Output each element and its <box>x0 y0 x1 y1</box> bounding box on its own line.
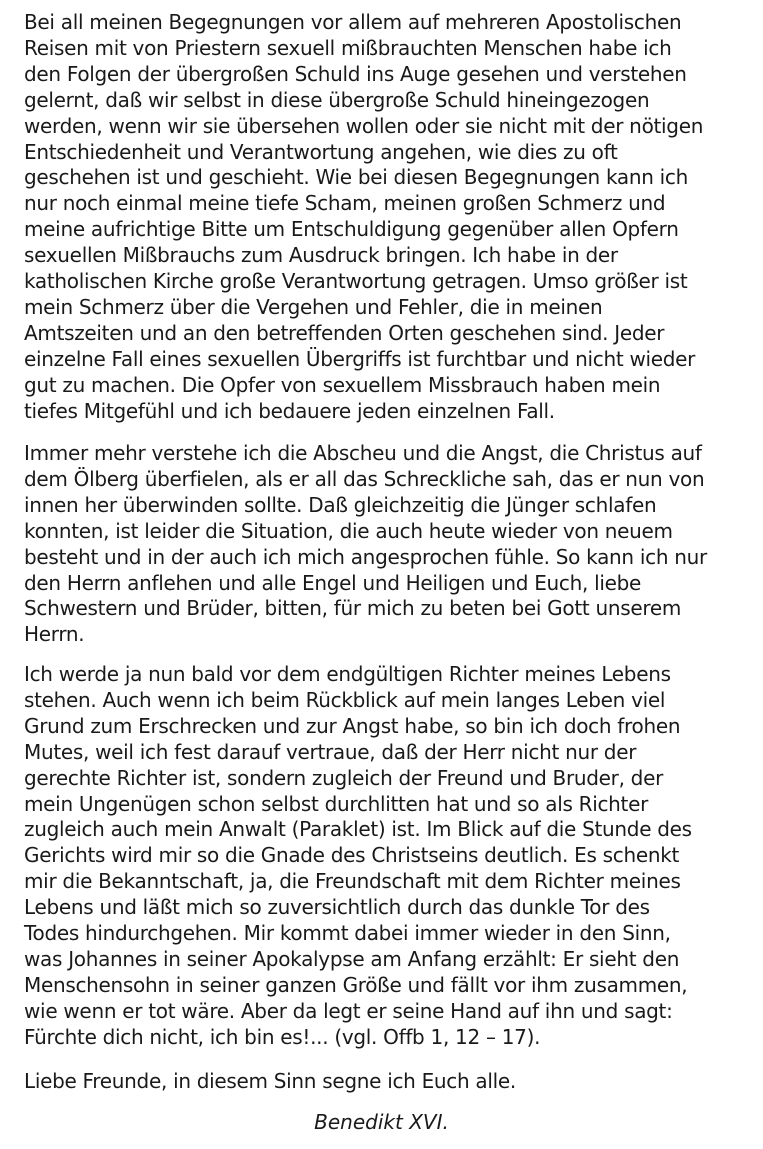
text-line: katholischen Kirche große Verantwortung getragen. Umso größer ist <box>24 269 688 294</box>
text-line: konnten, ist leider die Situation, die auch heute wieder von neuem <box>24 518 673 543</box>
text-line: tiefes Mitgefühl und ich bedauere jeden einzelnen Fall. <box>24 398 555 423</box>
text-line: Reisen mit von Priestern sexuell mißbrauchten Menschen habe ich <box>24 35 672 60</box>
text-line: gut zu machen. Die Opfer von sexuellem Missbrauch haben mein <box>24 372 661 397</box>
text-line: Entschiedenheit und Verantwortung angehen, wie dies zu oft <box>24 139 618 164</box>
text-line: besteht und in der auch ich mich angesprochen fühle. So kann ich nur <box>24 544 707 569</box>
text-line: gelernt, daß wir selbst in diese übergroße Schuld hineingezogen <box>24 87 650 112</box>
text-line: Herrn. <box>24 622 85 647</box>
text-line: wie wenn er tot wäre. Aber da legt er seine Hand auf ihn und sagt: <box>24 998 673 1023</box>
text-line: meine aufrichtige Bitte um Entschuldigung gegenüber allen Opfern <box>24 217 679 242</box>
text-line: was Johannes in seiner Apokalypse am Anfang erzählt: Er sieht den <box>24 946 680 971</box>
text-line: Fürchte dich nicht, ich bin es!... (vgl. Offb 1, 12 – 17). <box>24 1024 541 1049</box>
text-line: werden, wenn wir sie übersehen wollen oder sie nicht mit der nötigen <box>24 113 704 138</box>
text-line: Grund zum Erschrecken und zur Angst habe, so bin ich doch frohen <box>24 713 681 738</box>
text-line: Lebens und läßt mich so zuversichtlich durch das dunkle Tor des <box>24 895 650 920</box>
paragraph-judgement <box>24 662 763 1051</box>
text-line: Amtszeiten und an den betreffenden Orten geschehen sind. Jeder <box>24 320 665 345</box>
text-line: Todes hindurchgehen. Mir kommt dabei immer wieder in den Sinn, <box>24 921 671 946</box>
text-line: geschehen ist und geschieht. Wie bei diesen Begegnungen kann ich <box>24 165 688 190</box>
text-line: innen her überwinden sollte. Daß gleichzeitig die Jünger schlafen <box>24 492 657 517</box>
text-line: Liebe Freunde, in diesem Sinn segne ich Euch alle. <box>24 1069 516 1093</box>
text-line: gerechte Richter ist, sondern zugleich der Freund und Bruder, der <box>24 765 664 790</box>
paragraph-apology <box>24 10 763 425</box>
text-line: einzelne Fall eines sexuellen Übergriffs ist furchtbar und nicht wieder <box>24 346 696 371</box>
text-line: Mutes, weil ich fest darauf vertraue, daß der Herr nicht nur der <box>24 739 637 764</box>
paragraph-blessing <box>24 1069 763 1095</box>
text-line: zugleich auch mein Anwalt (Paraklet) ist. Im Blick auf die Stunde des <box>24 817 692 842</box>
text-line: Ich werde ja nun bald vor dem endgültigen Richter meines Lebens <box>24 662 671 686</box>
signature: Benedikt XVI. <box>314 1110 449 1134</box>
text-line: Gerichts wird mir so die Gnade des Christseins deutlich. Es schenkt <box>24 843 680 868</box>
text-line: nur noch einmal meine tiefe Scham, meinen großen Schmerz und <box>24 191 666 216</box>
text-line: dem Ölberg überfielen, als er all das Schreckliche sah, das er nun von <box>24 466 705 491</box>
text-line: mein Schmerz über die Vergehen und Fehler, die in meinen <box>24 294 603 319</box>
text-line: den Folgen der übergroßen Schuld ins Auge gesehen und verstehen <box>24 61 687 86</box>
text-line: sexuellen Mißbrauchs zum Ausdruck bringen. Ich habe in der <box>24 243 618 268</box>
paragraph-gethsemane <box>24 441 763 648</box>
text-line: Menschensohn in seiner ganzen Größe und fällt vor ihm zusammen, <box>24 972 688 997</box>
text-line: stehen. Auch wenn ich beim Rückblick auf mein langes Leben viel <box>24 687 666 712</box>
text-line: Bei all meinen Begegnungen vor allem auf mehreren Apostolischen <box>24 10 682 34</box>
text-line: Schwestern und Brüder, bitten, für mich zu beten bei Gott unserem <box>24 596 682 621</box>
text-line: Immer mehr verstehe ich die Abscheu und die Angst, die Christus auf <box>24 441 702 465</box>
text-line: den Herrn anflehen und alle Engel und Heiligen und Euch, liebe <box>24 570 642 595</box>
text-line: mir die Bekanntschaft, ja, die Freundschaft mit dem Richter meines <box>24 869 681 894</box>
text-line: mein Ungenügen schon selbst durchlitten hat und so als Richter <box>24 791 649 816</box>
